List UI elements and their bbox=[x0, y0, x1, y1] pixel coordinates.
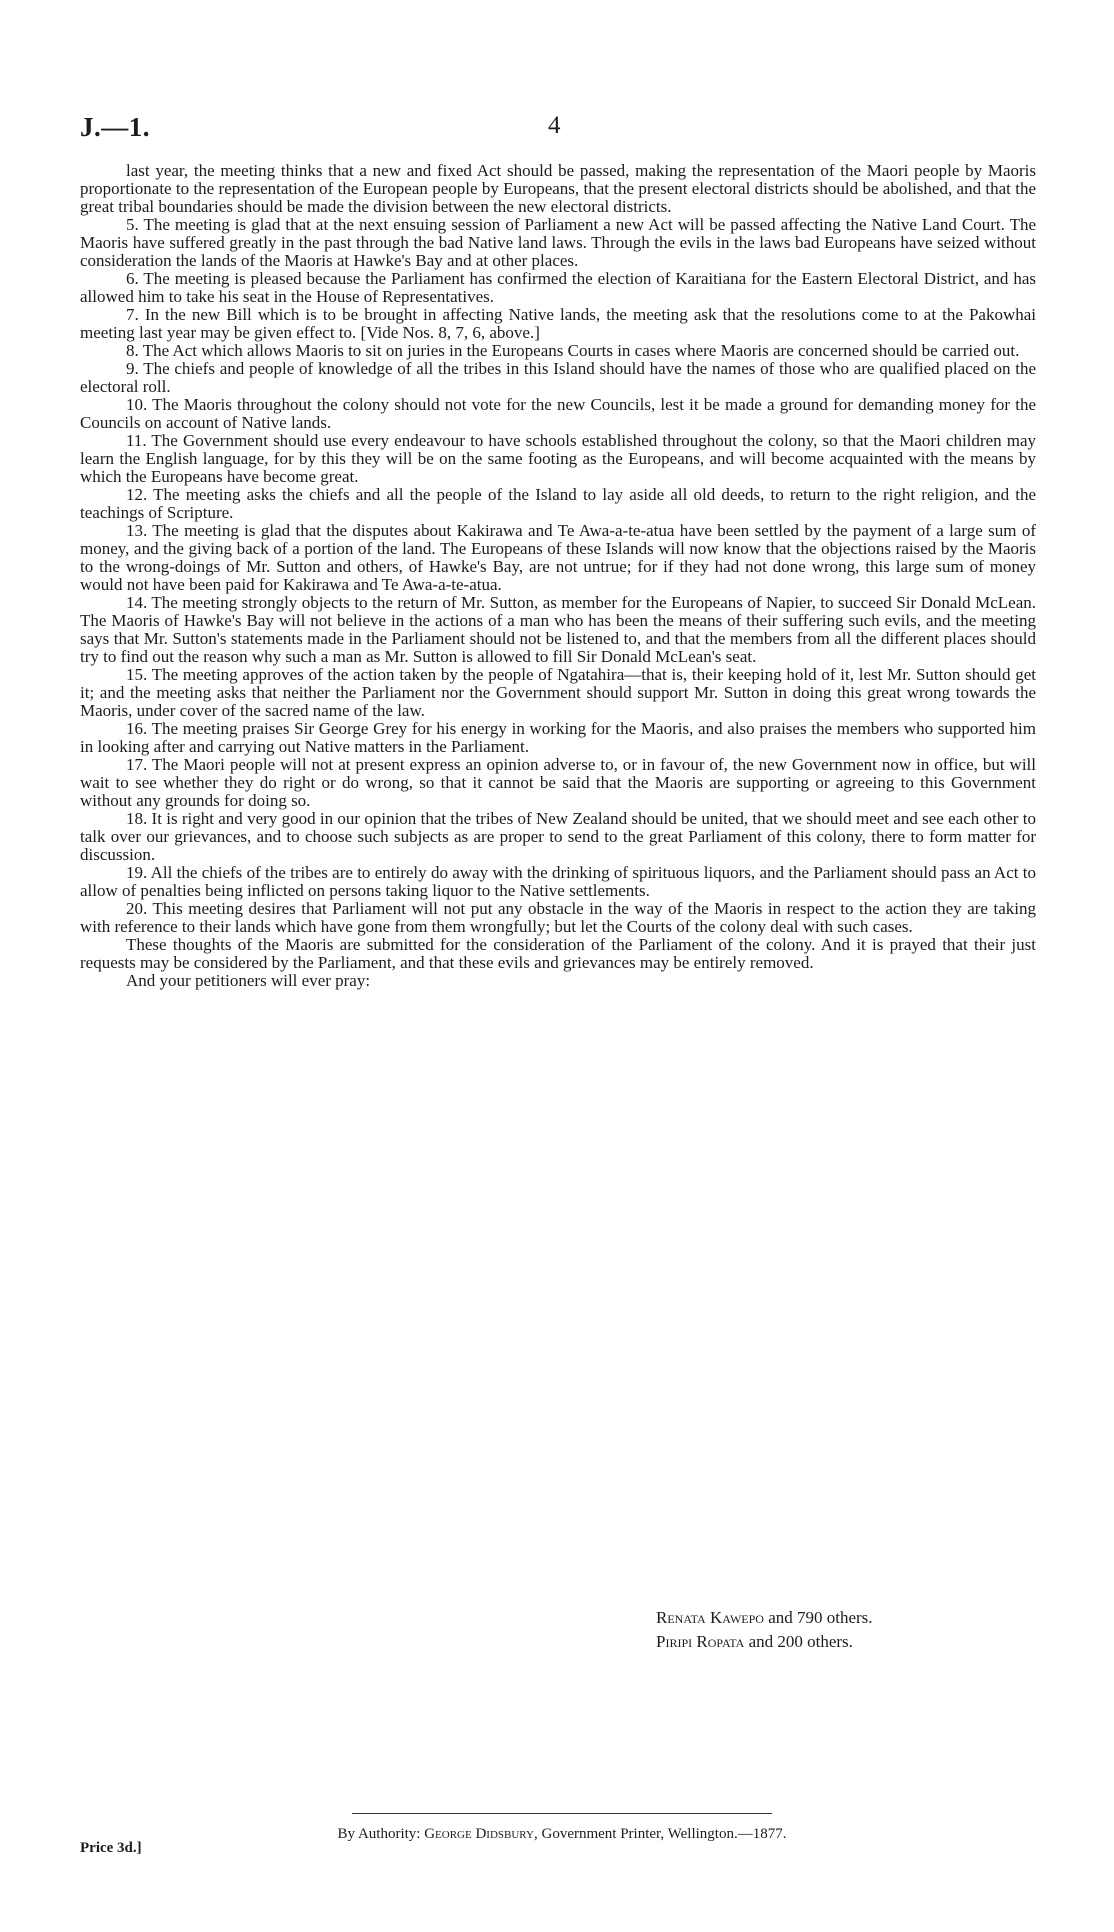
paragraph-20: 20. This meeting desires that Parliament will not put any obstacle in the way of the Maoris in respect to the action they are taking with reference to their lands which have gone from them wrongfully; but let the Courts of the colony deal with such cases. bbox=[80, 899, 1036, 936]
paragraph-19: 19. All the chiefs of the tribes are to entirely do away with the drinking of spirituous liquors, and the Parliament should pass an Act to allow of penalties being inflicted on persons taking liquor to the Native settlements. bbox=[80, 863, 1036, 900]
imprint-prefix: By Authority: bbox=[337, 1826, 425, 1842]
signatory-name: Piripi Ropata bbox=[656, 1632, 745, 1651]
petition-body bbox=[80, 162, 1036, 990]
imprint-suffix: , Government Printer, Wellington.—1877. bbox=[533, 1826, 787, 1842]
printer-name: George Didsbury bbox=[424, 1826, 534, 1842]
signatory-name: Renata Kawepo bbox=[656, 1608, 764, 1627]
continuation-paragraph: last year, the meeting thinks that a new and fixed Act should be passed, making the representation of the Maori people by Maoris proportionate to the representation of the European people by Europeans, that the present electoral districts should be abolished, and that the great tribal boundaries should be made the division between the new electoral districts. bbox=[80, 161, 1036, 216]
paragraph-17: 17. The Maori people will not at present express an opinion adverse to, or in favour of, the new Government now in office, but will wait to see whether they do right or do wrong, so that it cannot be said that the Maoris are supporting or agreeing to this Government without any grounds for doing so. bbox=[80, 755, 1036, 810]
document-reference: J.—1. bbox=[80, 112, 150, 142]
signature-renata-kawepo bbox=[656, 1609, 873, 1627]
printer-imprint bbox=[252, 1826, 872, 1843]
footer-rule bbox=[352, 1813, 772, 1814]
signatory-count: and 790 others. bbox=[763, 1608, 873, 1627]
signature-piripi-ropata bbox=[656, 1633, 853, 1651]
paragraph-18: 18. It is right and very good in our opinion that the tribes of New Zealand should be united, that we should meet and see each other to talk over our grievances, and to choose such subjects as are proper to send to the great Parliament of this colony, there to form matter for discussion. bbox=[80, 809, 1036, 864]
paragraph-13: 13. The meeting is glad that the disputes about Kakirawa and Te Awa-a-te-atua have been settled by the payment of a large sum of money, and the giving back of a portion of the land. The Europeans of these Islands will now know that the objections raised by the Maoris to the wrong-doings of Mr. Sutton and others, of Hawke's Bay, are not untrue; for if they had not done wrong, this large sum of money would not have been paid for Kakirawa and Te Awa-a-te-atua. bbox=[80, 521, 1036, 594]
paragraph-12: 12. The meeting asks the chiefs and all the people of the Island to lay aside all old deeds, to return to the right religion, and the teachings of Scripture. bbox=[80, 485, 1036, 522]
paragraph-11: 11. The Government should use every endeavour to have schools established throughout the colony, so that the Maori children may learn the English language, for by this they will be on the same footing as the Europeans, and will become acquainted with the means by which the Europeans have become great. bbox=[80, 431, 1036, 486]
signatory-count: and 200 others. bbox=[744, 1632, 853, 1651]
paragraph-5: 5. The meeting is glad that at the next ensuing session of Parliament a new Act will be passed affecting the Native Land Court. The Maoris have suffered greatly in the past through the bad Native land laws. Through the evils in the laws bad Europeans have seized without consideration the lands of the Maoris at Hawke's Bay and at other places. bbox=[80, 215, 1036, 270]
petitioners-pray: And your petitioners will ever pray: bbox=[126, 971, 371, 990]
paragraph-9: 9. The chiefs and people of knowledge of all the tribes in this Island should have the names of those who are qualified placed on the electoral roll. bbox=[80, 359, 1036, 396]
paragraph-6: 6. The meeting is pleased because the Parliament has confirmed the election of Karaitiana for the Eastern Electoral District, and has allowed him to take his seat in the House of Representatives. bbox=[80, 269, 1036, 306]
paragraph-7: 7. In the new Bill which is to be brought in affecting Native lands, the meeting ask that the resolutions come to at the Pakowhai meeting last year may be given effect to. [Vide Nos. 8, 7, 6, above.] bbox=[80, 305, 1036, 342]
paragraph-14: 14. The meeting strongly objects to the return of Mr. Sutton, as member for the Europeans of Napier, to succeed Sir Donald McLean. The Maoris of Hawke's Bay will not believe in the actions of a man who has been the means of their suffering such evils, and the meeting says that Mr. Sutton's statements made in the Parliament should not be listened to, and that the members from all the different places should try to find out the reason why such a man as Mr. Sutton is allowed to fill Sir Donald McLean's seat. bbox=[80, 593, 1036, 666]
paragraph-15: 15. The meeting approves of the action taken by the people of Ngatahira—that is, their keeping hold of it, lest Mr. Sutton should get it; and the meeting asks that neither the Parliament nor the Government should support Mr. Sutton in doing this great wrong towards the Maoris, under cover of the sacred name of the law. bbox=[80, 665, 1036, 720]
closing-paragraph: These thoughts of the Maoris are submitted for the consideration of the Parliament of the colony. And it is prayed that their just requests may be considered by the Parliament, and that these evils and grievances may be entirely removed. bbox=[80, 935, 1036, 972]
paragraph-8: 8. The Act which allows Maoris to sit on juries in the Europeans Courts in cases where Maoris are concerned should be carried out. bbox=[126, 341, 1020, 360]
paragraph-10: 10. The Maoris throughout the colony should not vote for the new Councils, lest it be made a ground for demanding money for the Councils on account of Native lands. bbox=[80, 395, 1036, 432]
page-number: 4 bbox=[548, 112, 561, 139]
price-note: Price 3d.] bbox=[80, 1840, 142, 1856]
paragraph-16: 16. The meeting praises Sir George Grey for his energy in working for the Maoris, and also praises the members who supported him in looking after and carrying out Native matters in the Parliament. bbox=[80, 719, 1036, 756]
